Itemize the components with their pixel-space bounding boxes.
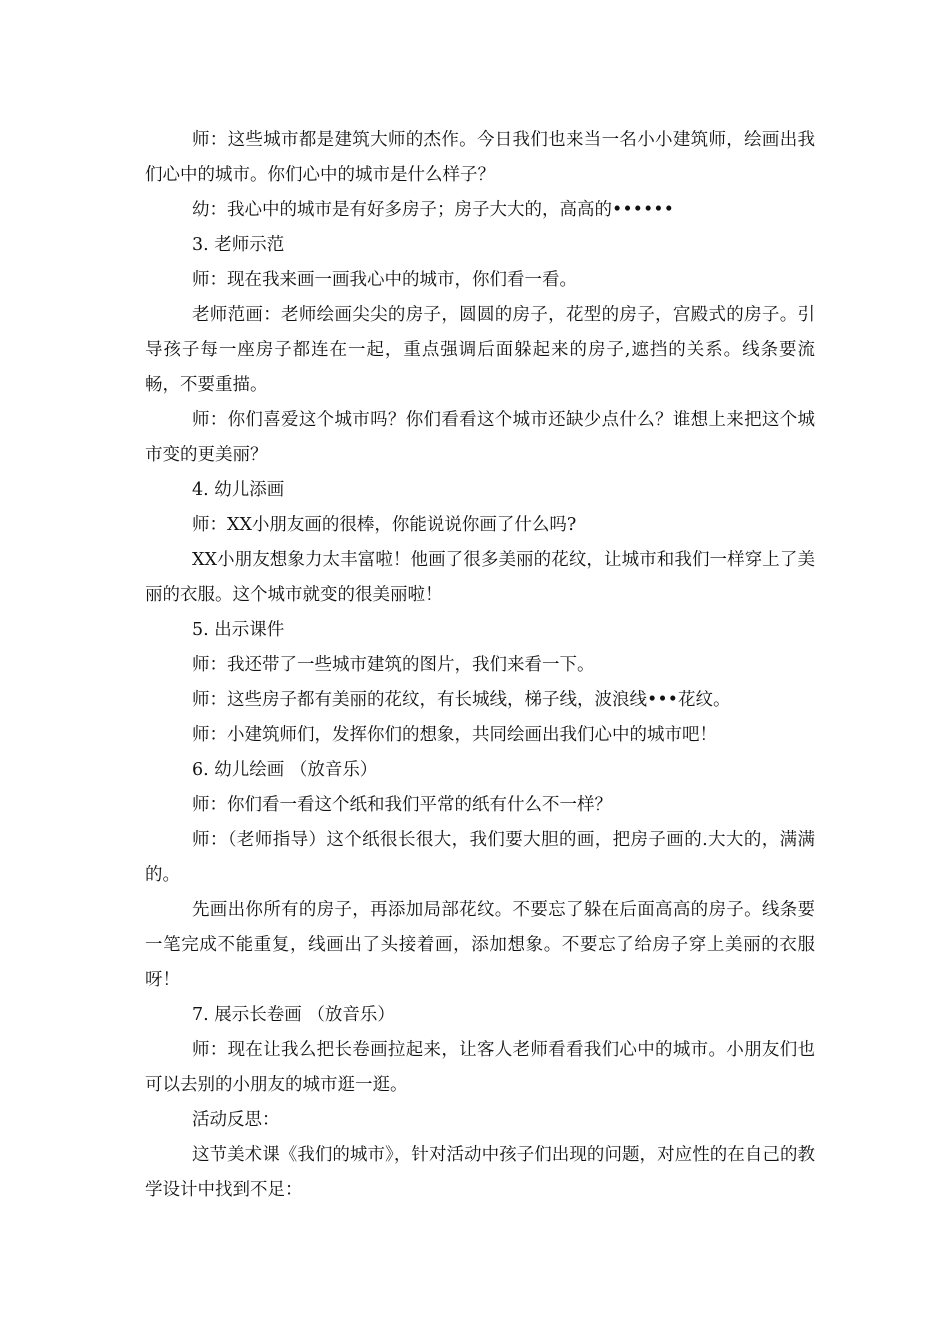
paragraph: 师：你们喜爱这个城市吗？你们看看这个城市还缺少点什么？谁想上来把这个城市变的更美丽？ — [145, 410, 815, 465]
paragraph: XX小朋友想象力太丰富啦！他画了很多美丽的花纹，让城市和我们一样穿上了美丽的衣服。这个城市就变的很美丽啦！ — [145, 550, 815, 605]
section-heading: 4. 幼儿添画 — [192, 480, 285, 500]
paragraph: 师：这些房子都有美丽的花纹，有长城线，梯子线，波浪线•••花纹。 — [192, 690, 731, 710]
paragraph: 这节美术课《我们的城市》，针对活动中孩子们出现的问题，对应性的在自己的教学设计中找到不足： — [145, 1145, 815, 1200]
document-body — [145, 123, 815, 1208]
paragraph: 师：现在让我么把长卷画拉起来，让客人老师看看我们心中的城市。小朋友们也可以去别的小朋友的城市逛一逛。 — [145, 1040, 815, 1095]
section-heading: 3. 老师示范 — [192, 235, 285, 255]
paragraph: 师：这些城市都是建筑大师的杰作。今日我们也来当一名小小建筑师，绘画出我们心中的城市。你们心中的城市是什么样子？ — [145, 130, 815, 185]
paragraph: 老师范画：老师绘画尖尖的房子，圆圆的房子，花型的房子，宫殿式的房子。引导孩子每一座房子都连在一起，重点强调后面躲起来的房子,遮挡的关系。线条要流畅，不要重描。 — [145, 305, 815, 395]
section-heading: 5. 出示课件 — [192, 620, 285, 640]
paragraph: 师：我还带了一些城市建筑的图片，我们来看一下。 — [192, 655, 595, 675]
paragraph: 师：小建筑师们，发挥你们的想象，共同绘画出我们心中的城市吧！ — [192, 725, 717, 745]
paragraph: 先画出你所有的房子，再添加局部花纹。不要忘了躲在后面高高的房子。线条要一笔完成不能重复，线画出了头接着画，添加想象。不要忘了给房子穿上美丽的衣服呀！ — [145, 900, 815, 990]
paragraph: 师：（老师指导）这个纸很长很大，我们要大胆的画，把房子画的.大大的，满满的。 — [145, 830, 815, 885]
paragraph: 幼：我心中的城市是有好多房子；房子大大的，高高的•••••• — [192, 200, 674, 220]
paragraph: 师：你们看一看这个纸和我们平常的纸有什么不一样？ — [192, 795, 612, 815]
section-heading: 7. 展示长卷画 （放音乐） — [192, 1005, 395, 1025]
paragraph: 师：现在我来画一画我心中的城市，你们看一看。 — [192, 270, 577, 290]
section-heading: 6. 幼儿绘画 （放音乐） — [192, 760, 378, 780]
section-heading: 活动反思： — [192, 1110, 280, 1130]
paragraph: 师：XX小朋友画的很棒，你能说说你画了什么吗? — [192, 515, 577, 535]
